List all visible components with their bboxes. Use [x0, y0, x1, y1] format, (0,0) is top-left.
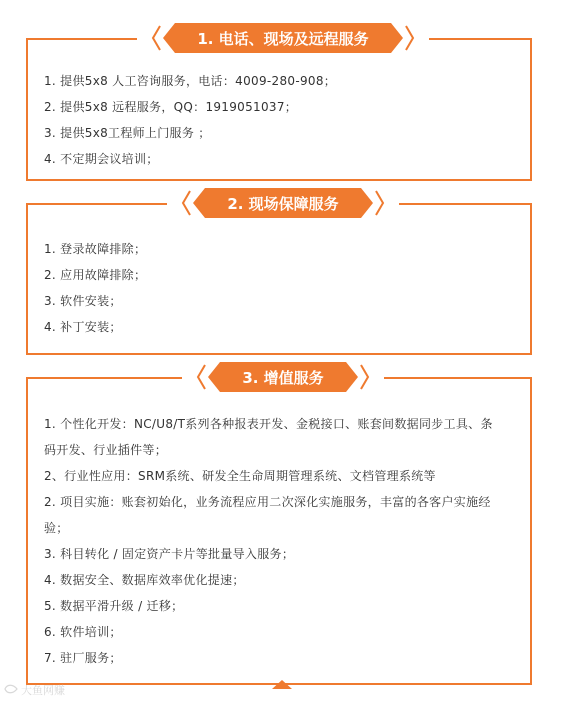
list-item: 2. 应用故障排除； — [44, 268, 147, 282]
section-3-title: 3. 增值服务 — [220, 362, 345, 392]
section-1-header — [0, 23, 566, 53]
list-item: 2. 提供5x8 远程服务，QQ：1919051037； — [44, 100, 298, 114]
watermark-text: 大鱼网赚 — [21, 684, 65, 697]
list-item: 验； — [44, 521, 69, 535]
section-1-list — [44, 68, 510, 172]
chevron-right-icon — [375, 188, 385, 218]
list-item: 1. 提供5x8 人工咨询服务，电话：4009-280-908； — [44, 74, 337, 88]
list-item: 6. 软件培训； — [44, 625, 122, 639]
section-1-title: 1. 电话、现场及远程服务 — [175, 23, 390, 53]
list-item: 1. 个性化开发：NC/U8/T系列各种报表开发、金税接口、账套间数据同步工具、条 — [44, 417, 493, 431]
list-item: 4. 不定期会议培训； — [44, 152, 159, 166]
section-3-tab — [182, 362, 383, 392]
chevron-left-icon — [151, 23, 161, 53]
arrow-up-icon — [272, 680, 292, 689]
list-item: 3. 科目转化 / 固定资产卡片等批量导入服务； — [44, 547, 295, 561]
list-item: 码开发、行业插件等； — [44, 443, 168, 457]
list-item: 7. 驻厂服务； — [44, 651, 122, 665]
chevron-right-icon — [360, 362, 370, 392]
list-item: 4. 数据安全、数据库效率优化提速； — [44, 573, 245, 587]
section-2-tab — [167, 188, 398, 218]
section-1-box — [26, 38, 532, 181]
list-item: 3. 软件安装； — [44, 294, 122, 308]
list-item: 3. 提供5x8工程师上门服务 ； — [44, 126, 211, 140]
section-2-header — [0, 188, 566, 218]
section-2-box — [26, 203, 532, 355]
chevron-right-icon — [405, 23, 415, 53]
list-item: 2. 项目实施：账套初始化，业务流程应用二次深化实施服务，丰富的各客户实施经 — [44, 495, 491, 509]
section-3-header — [0, 362, 566, 392]
chevron-left-icon — [196, 362, 206, 392]
list-item: 4. 补丁安装； — [44, 320, 122, 334]
list-item: 5. 数据平滑升级 / 迁移； — [44, 599, 184, 613]
chevron-left-icon — [181, 188, 191, 218]
list-item: 2、行业性应用：SRM系统、研发全生命周期管理系统、文档管理系统等 — [44, 469, 436, 483]
section-2-title: 2. 现场保障服务 — [205, 188, 360, 218]
section-1-tab — [137, 23, 428, 53]
watermark — [4, 682, 65, 698]
list-item: 1. 登录故障排除； — [44, 242, 147, 256]
section-3-box — [26, 377, 532, 685]
section-2-list — [44, 236, 510, 340]
section-3-list — [44, 411, 510, 671]
logo-icon — [4, 683, 18, 698]
